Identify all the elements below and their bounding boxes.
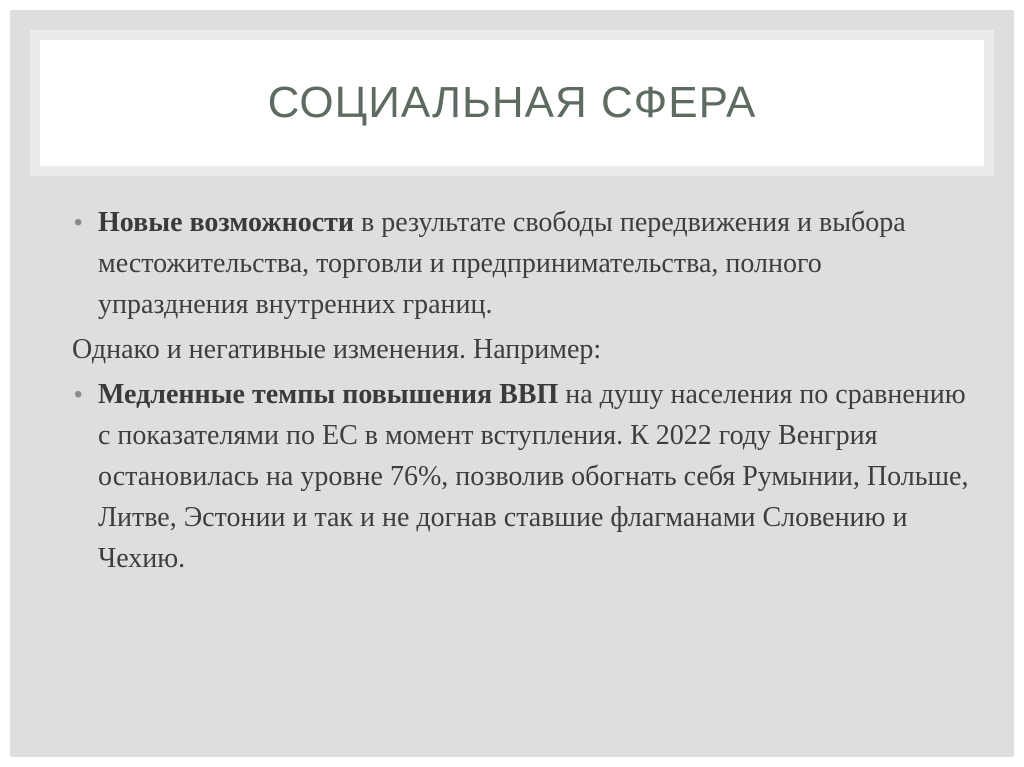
bullet-point-1 (72, 202, 972, 325)
bullet-2-emphasis: Медленные темпы повышения ВВП (98, 379, 559, 410)
slide-title: СОЦИАЛЬНАЯ СФЕРА (267, 78, 757, 127)
bullet-1-text: в результате свободы передвижения и выбора местожительства, торговли и предпринимательства, полного упразднения внутренних границ. (98, 207, 906, 320)
bullet-point-2 (72, 374, 972, 579)
plain-paragraph: Однако и негативные изменения. Например: (72, 334, 602, 365)
slide (10, 10, 1014, 757)
bullet-icon: • (74, 209, 83, 236)
bullet-icon: • (74, 381, 83, 408)
title-band (30, 30, 994, 176)
bullet-1-emphasis: Новые возможности (98, 207, 355, 238)
slide-content (72, 202, 972, 579)
bullet-2-text: на душу населения по сравнению с показателями по ЕС в момент вступления. К 2022 году Венгрия остановилась на уровне 76%, позволив обогнать себя Румынии, Польше, Литве, Эстонии и так и не догнав ставшие флагманами Словению и Чехию. (98, 379, 969, 574)
